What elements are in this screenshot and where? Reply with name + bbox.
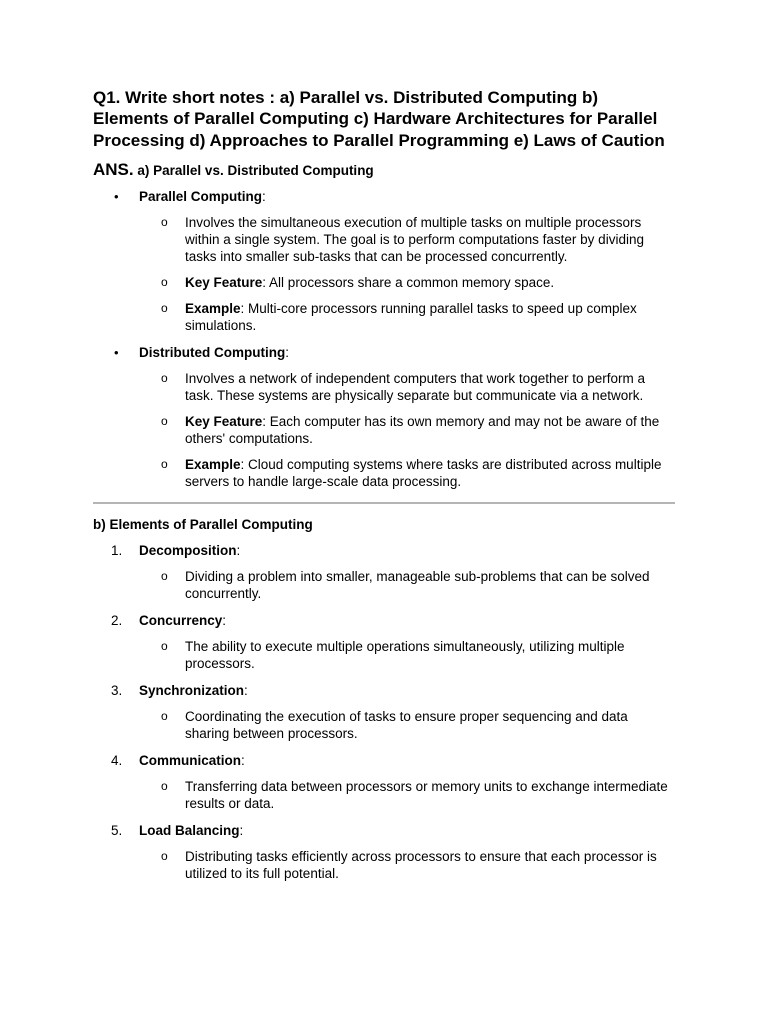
term-label: Concurrency — [139, 612, 223, 628]
term-label: Distributed Computing — [139, 344, 286, 360]
circle-bullet-icon: o — [161, 708, 168, 723]
sub-list-item — [139, 848, 675, 882]
term-label: Communication — [139, 752, 242, 768]
bullet-icon: • — [114, 188, 119, 204]
point-text: Involves a network of independent computers that work together to perform a task. These systems are physically separate but communicate via a network. — [185, 370, 646, 403]
term-suffix: : — [285, 344, 289, 360]
sub-list-item — [139, 638, 675, 672]
sub-list-item — [139, 274, 675, 291]
item-number: 5. — [111, 822, 123, 838]
point-text: The ability to execute multiple operations simultaneously, utilizing multiple processors. — [185, 638, 625, 671]
sub-list-item — [139, 300, 675, 334]
section-b-list — [93, 542, 675, 882]
list-item-decomposition — [93, 542, 675, 602]
section-a-title: a) Parallel vs. Distributed Computing — [137, 162, 374, 178]
point-text: Distributing tasks efficiently across processors to ensure that each processor is utilized to its full potential. — [185, 848, 657, 881]
circle-bullet-icon: o — [161, 568, 168, 583]
circle-bullet-icon: o — [161, 638, 168, 653]
sub-list-item — [139, 413, 675, 447]
term-label: Load Balancing — [139, 822, 240, 838]
item-number: 1. — [111, 542, 123, 558]
term-suffix: : — [236, 542, 241, 558]
question-heading: Q1. Write short notes : a) Parallel vs. Distributed Computing b) Elements of Parallel Computing c) Hardware Architectures for Parallel Processing d) Approaches to Parallel Programming e) Laws of Caution — [93, 88, 665, 150]
circle-bullet-icon: o — [161, 456, 168, 471]
term-suffix: : — [222, 612, 227, 628]
circle-bullet-icon: o — [161, 848, 168, 863]
bullet-icon: • — [114, 344, 119, 360]
term-label: Parallel Computing — [139, 188, 263, 204]
term-label: Decomposition — [139, 542, 237, 558]
point-keyword: Example — [185, 300, 241, 316]
point-text: Transferring data between processors or memory units to exchange intermediate results or data. — [185, 778, 668, 811]
sub-list — [139, 214, 675, 334]
list-item-distributed-computing — [93, 344, 675, 490]
circle-bullet-icon: o — [161, 778, 168, 793]
term-suffix: : — [244, 682, 248, 698]
sub-list-item — [139, 456, 675, 490]
point-keyword: Example — [185, 456, 241, 472]
list-item-concurrency — [93, 612, 675, 672]
term-label: Synchronization — [139, 682, 245, 698]
sub-list-item — [139, 214, 675, 265]
point-text: Involves the simultaneous execution of multiple tasks on multiple processors within a single system. The goal is to perform computations faster by dividing tasks into smaller sub-tasks that can be processed concurrently. — [185, 214, 644, 264]
list-item-load-balancing — [93, 822, 675, 882]
section-divider — [93, 502, 675, 504]
point-keyword: Key Feature — [185, 274, 263, 290]
sub-list — [139, 778, 675, 812]
sub-list — [139, 638, 675, 672]
circle-bullet-icon: o — [161, 413, 168, 428]
point-text: : Each computer has its own memory and may not be aware of the others' computations. — [185, 413, 660, 446]
answer-label: ANS. — [93, 159, 134, 179]
point-text: Coordinating the execution of tasks to ensure proper sequencing and data sharing between processors. — [185, 708, 628, 741]
point-text: : Cloud computing systems where tasks are distributed across multiple servers to handle large-scale data processing. — [185, 456, 662, 489]
list-item-synchronization — [93, 682, 675, 742]
section-b-title: b) Elements of Parallel Computing — [93, 516, 313, 532]
term-suffix: : — [239, 822, 244, 838]
point-text: Dividing a problem into smaller, manageable sub-problems that can be solved concurrently. — [185, 568, 650, 601]
section-a-list — [93, 188, 675, 490]
sub-list — [139, 848, 675, 882]
sub-list — [139, 370, 675, 490]
point-keyword: Key Feature — [185, 413, 263, 429]
sub-list-item — [139, 370, 675, 404]
circle-bullet-icon: o — [161, 300, 168, 315]
circle-bullet-icon: o — [161, 370, 168, 385]
sub-list-item — [139, 568, 675, 602]
term-suffix: : — [262, 188, 266, 204]
item-number: 3. — [111, 682, 123, 698]
answer-header — [93, 161, 675, 180]
sub-list-item — [139, 778, 675, 812]
circle-bullet-icon: o — [161, 214, 168, 229]
term-suffix: : — [241, 752, 245, 768]
point-text: : Multi-core processors running parallel tasks to speed up complex simulations. — [185, 300, 637, 333]
sub-list-item — [139, 708, 675, 742]
item-number: 4. — [111, 752, 123, 768]
circle-bullet-icon: o — [161, 274, 168, 289]
point-text: : All processors share a common memory space. — [262, 274, 555, 290]
list-item-parallel-computing — [93, 188, 675, 334]
list-item-communication — [93, 752, 675, 812]
sub-list — [139, 708, 675, 742]
item-number: 2. — [111, 612, 123, 628]
sub-list — [139, 568, 675, 602]
document-page — [93, 87, 675, 892]
